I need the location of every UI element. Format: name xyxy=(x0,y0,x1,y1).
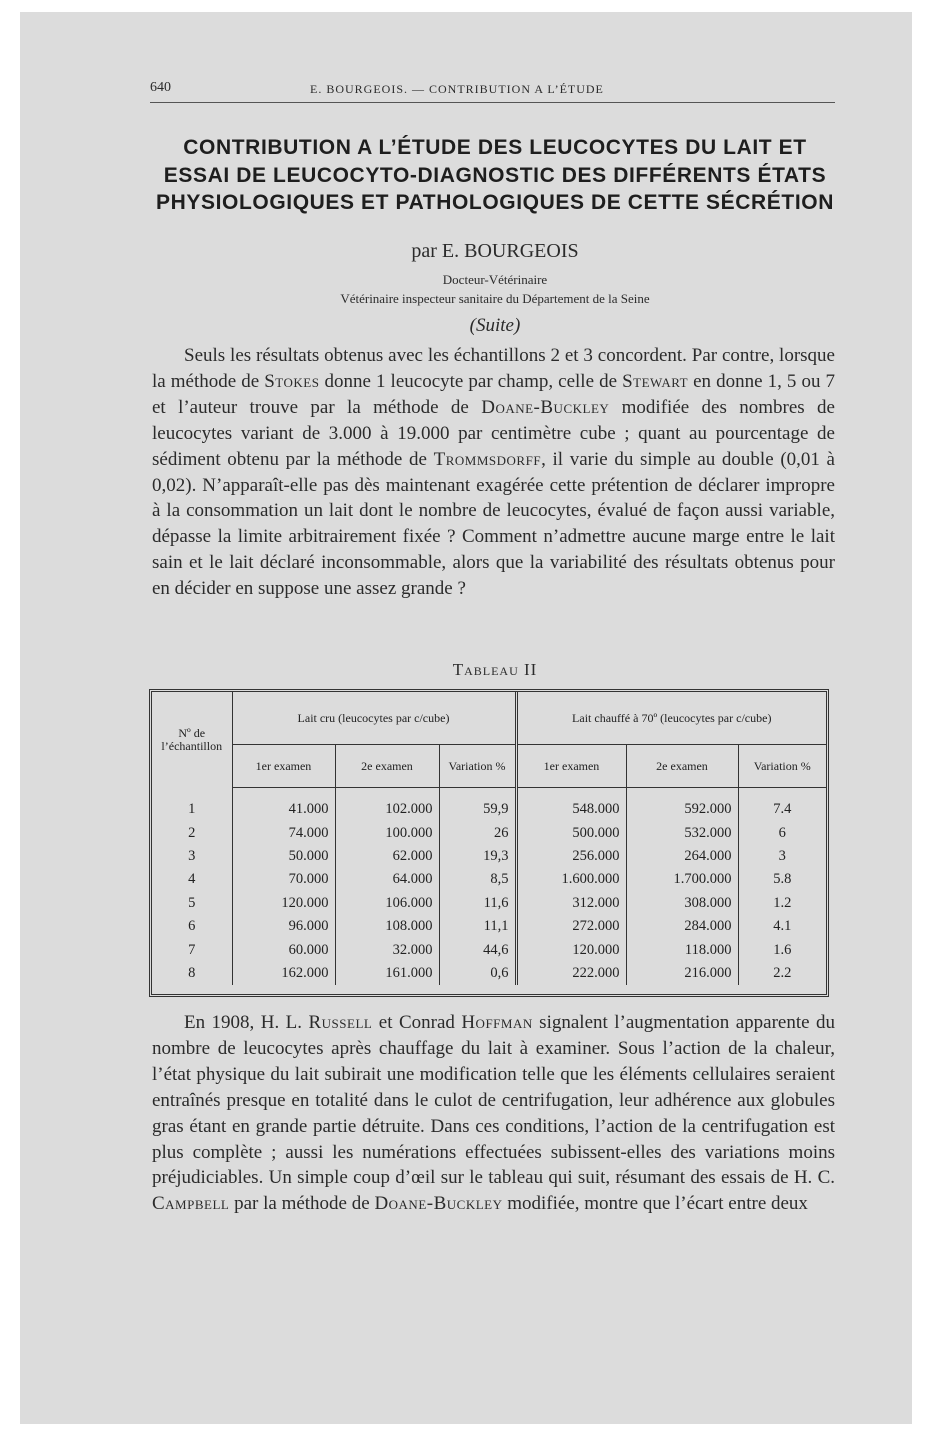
cell-sample: 8 xyxy=(152,962,232,985)
cell-raw-variation: 26 xyxy=(439,821,516,844)
cell-raw-variation: 11,6 xyxy=(439,892,516,915)
paragraph-2-text-2: et Conrad xyxy=(372,1012,462,1033)
table-caption: Tableau II xyxy=(452,660,538,679)
paragraph-1-text-1: Seuls les résultats obtenus avec les échantillons 2 et 3 concordent. Par contre, lorsque la méthode de xyxy=(152,345,835,392)
table-row xyxy=(152,868,826,891)
author-name-doane-buckley: Doane-Buckley xyxy=(481,396,610,418)
header-heated-second: 2e examen xyxy=(626,745,738,788)
header-heated-first: 1er examen xyxy=(516,745,626,788)
cell-heated-first: 120.000 xyxy=(516,938,626,961)
cell-raw-variation: 11,1 xyxy=(439,915,516,938)
cell-raw-second: 102.000 xyxy=(335,788,439,822)
cell-raw-second: 32.000 xyxy=(335,938,439,961)
cell-raw-second: 64.000 xyxy=(335,868,439,891)
cell-heated-second: 532.000 xyxy=(626,821,738,844)
header-raw-variation: Variation % xyxy=(439,745,516,788)
author-name-doane-buckley-2: Doane-Buckley xyxy=(374,1193,503,1215)
author-name-stewart: Stewart xyxy=(622,370,689,392)
cell-heated-variation: 5.8 xyxy=(773,871,792,888)
paragraph-2-text-3: signalent l’augmentation apparente du nombre de leucocytes après chauffage du lait à examiner. Sous l’action de la chaleur, l’état physique du lait subirait une modification telle que les éléments cellulaires seraient entraînés presque en totalité dans le culot de centrifugation, leur adhérence aux globules gras étant en grande partie détruite. Dans ces conditions, l’action de la centrifugation est plus complète ; aussi les numérations effectuées subissent-elles des variations moins préjudiciables. Un simple coup d’œil sur le tableau qui suit, résumant des essais de H. C. xyxy=(152,1012,835,1189)
running-title: E. BOURGEOIS. — CONTRIBUTION A L’ÉTUDE xyxy=(310,82,604,96)
cell-raw-first: 60.000 xyxy=(232,938,335,961)
paragraph-1-text-2: donne 1 leucocyte par champ, celle de xyxy=(319,370,623,392)
cell-heated-second: 264.000 xyxy=(626,845,738,868)
paragraph-1-text-3: en donne 1, 5 ou 7 et l’auteur trouve par la méthode de xyxy=(152,370,835,418)
header-sample-number: Nº de l’échantillon xyxy=(152,692,232,788)
cell-raw-first: 162.000 xyxy=(232,962,335,985)
cell-sample: 6 xyxy=(152,915,232,938)
cell-raw-second: 100.000 xyxy=(335,821,439,844)
cell-sample: 5 xyxy=(152,892,232,915)
author-name-russell: Russell xyxy=(308,1012,373,1033)
cell-heated-first: 312.000 xyxy=(516,892,626,915)
cell-raw-first: 96.000 xyxy=(232,915,335,938)
suite-label: (Suite) xyxy=(469,315,521,336)
header-heated-variation: Variation % xyxy=(738,745,826,788)
cell-heated-second: 216.000 xyxy=(626,962,738,985)
author-name-campbell: Campbell xyxy=(152,1193,230,1215)
author-position: Vétérinaire inspecteur sanitaire du Département de la Seine xyxy=(340,291,650,306)
table-row xyxy=(152,788,826,822)
paragraph-1-text-4: modifiée des nombres de leucocytes variant de 3.000 à 19.000 par centimètre cube ; quant au pourcentage de sédiment obtenu par la méthode de xyxy=(152,396,835,470)
table-row xyxy=(152,962,826,985)
cell-sample: 4 xyxy=(152,868,232,891)
header-raw-first: 1er examen xyxy=(232,745,335,788)
cell-heated-variation: 4.1 xyxy=(773,918,792,935)
table-row xyxy=(152,821,826,844)
article-title: CONTRIBUTION A L’ÉTUDE DES LEUCOCYTES DU LAIT ET ESSAI DE LEUCOCYTO-DIAGNOSTIC DES DIFFÉRENTS ÉTATS PHYSIOLOGIQUES ET PATHOLOGIQUES DE CETTE SÉCRÉTION xyxy=(156,136,834,214)
cell-heated-second: 284.000 xyxy=(626,915,738,938)
cell-heated-variation: 1.2 xyxy=(773,894,792,911)
cell-sample: 7 xyxy=(152,938,232,961)
header-raw-second: 2e examen xyxy=(335,745,439,788)
cell-heated-first: 256.000 xyxy=(516,845,626,868)
cell-heated-variation: 2.2 xyxy=(773,964,792,981)
cell-heated-variation: 3 xyxy=(778,847,786,864)
cell-heated-first: 1.600.000 xyxy=(516,868,626,891)
cell-heated-variation: 1.6 xyxy=(773,941,792,958)
cell-heated-variation: 6 xyxy=(778,824,786,841)
table-row xyxy=(152,915,826,938)
cell-raw-variation: 8,5 xyxy=(439,868,516,891)
paragraph-2-text-5: modifiée, montre que l’écart entre deux xyxy=(502,1193,808,1215)
author-degree: Docteur-Vétérinaire xyxy=(442,272,548,287)
cell-heated-first: 548.000 xyxy=(516,788,626,822)
cell-raw-variation: 0,6 xyxy=(439,962,516,985)
header-raw-milk: Lait cru (leucocytes par c/cube) xyxy=(232,692,516,745)
author-name-hoffman: Hoffman xyxy=(461,1012,533,1033)
author-byline: par E. BOURGEOIS xyxy=(411,240,579,262)
page-number: 640 xyxy=(150,80,171,95)
cell-heated-second: 1.700.000 xyxy=(626,868,738,891)
cell-sample: 2 xyxy=(152,821,232,844)
cell-raw-second: 108.000 xyxy=(335,915,439,938)
cell-sample: 1 xyxy=(152,788,232,822)
cell-heated-second: 118.000 xyxy=(626,938,738,961)
cell-heated-second: 308.000 xyxy=(626,892,738,915)
cell-heated-first: 222.000 xyxy=(516,962,626,985)
cell-heated-second: 592.000 xyxy=(626,788,738,822)
paragraph-2-text-1: En 1908, H. L. xyxy=(184,1012,309,1033)
header-heated-milk: Lait chauffé à 70º (leucocytes par c/cube) xyxy=(516,692,826,745)
paragraph-2-text-4: par la méthode de xyxy=(229,1193,375,1215)
paragraph-1-text-5: , il varie du simple au double (0,01 à 0,02). N’apparaît-elle pas dès maintenant exagérée cette prétention de déclarer impropre à la consommation un lait dont le nombre de leucocytes, évalué de façon aussi variable, dépasse la limite arbitrairement fixée ? Comment n’admettre aucune marge entre le lait sain et le lait déclaré inconsommable, alors que la variabilité des résultats obtenus pour en décider en suppose une assez grande ? xyxy=(152,448,835,600)
cell-raw-first: 74.000 xyxy=(232,821,335,844)
cell-raw-variation: 44,6 xyxy=(439,938,516,961)
paragraph-1 xyxy=(152,343,835,602)
cell-heated-first: 500.000 xyxy=(516,821,626,844)
data-table-frame xyxy=(149,689,829,997)
table-row xyxy=(152,892,826,915)
author-name-trommsdorff: Trommsdorff xyxy=(433,448,542,470)
author-name-stokes: Stokes xyxy=(264,370,320,392)
cell-raw-first: 70.000 xyxy=(232,868,335,891)
cell-raw-first: 50.000 xyxy=(232,845,335,868)
cell-heated-first: 272.000 xyxy=(516,915,626,938)
cell-sample: 3 xyxy=(152,845,232,868)
cell-raw-variation: 59,9 xyxy=(439,788,516,822)
data-table xyxy=(152,692,826,985)
cell-heated-variation: 7.4 xyxy=(773,801,792,818)
cell-raw-second: 106.000 xyxy=(335,892,439,915)
cell-raw-variation: 19,3 xyxy=(439,845,516,868)
cell-raw-first: 120.000 xyxy=(232,892,335,915)
cell-raw-second: 62.000 xyxy=(335,845,439,868)
cell-raw-second: 161.000 xyxy=(335,962,439,985)
running-head xyxy=(150,80,835,103)
table-row xyxy=(152,845,826,868)
cell-raw-first: 41.000 xyxy=(232,788,335,822)
paragraph-2 xyxy=(152,1010,835,1217)
table-row xyxy=(152,938,826,961)
